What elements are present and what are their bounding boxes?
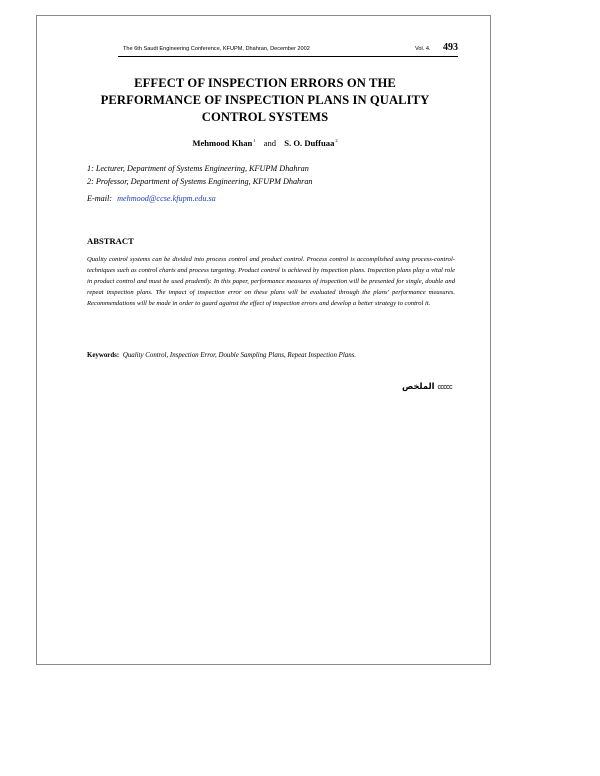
author-1-name: Mehmood Khan (192, 138, 253, 148)
author-1-affiliation-mark: 1 (253, 138, 256, 143)
author-conjunction: and (263, 138, 277, 148)
arabic-abstract-mark: ccccc (437, 384, 452, 391)
keywords-line (87, 352, 467, 359)
header-rule (118, 56, 458, 57)
arabic-abstract-heading (360, 381, 452, 391)
volume-label: Vol. 4. (415, 46, 431, 52)
abstract-body: Quality control systems can be divided into process control and product control. Process control is accomplished using process-control-techniques such as control charts and process targeting. Product control is achieved by inspection plans. Inspection plans play a vital role in product control and must be used prudently. In this paper, performance measures of inspection will be presented for single, double and repeat inspection plans. The impact of inspection error on these plans will be evaluated through the plans' performance measures. Recommendations will be made in order to guard against the effect of inspection errors and develop a better strategy to control it. (87, 256, 455, 308)
email-line (87, 194, 216, 203)
conference-name: The 6th Saudi Engineering Conference, KFUPM, Dhahran, December 2002 (123, 46, 310, 52)
author-line (60, 138, 470, 148)
email-link[interactable]: mehmood@ccse.kfupm.edu.sa (117, 194, 216, 203)
title-line-1: EFFECT OF INSPECTION ERRORS ON THE (134, 76, 396, 90)
arabic-abstract-title: الملخص (401, 381, 435, 391)
author-2-name: S. O. Duffuaa (284, 138, 335, 148)
keywords-list: Quality Control, Inspection Error, Double Sampling Plans, Repeat Inspection Plans. (122, 352, 357, 359)
keywords-label: Keywords: (87, 352, 120, 359)
page-number: 493 (443, 42, 458, 53)
author-2-affiliation-mark: 2 (335, 138, 338, 143)
paper-title (60, 75, 470, 126)
affiliation-1: 1: Lecturer, Department of Systems Engineering, KFUPM Dhahran (87, 164, 309, 173)
title-line-2: PERFORMANCE OF INSPECTION PLANS IN QUALITY (100, 93, 430, 107)
email-label: E-mail: (87, 194, 113, 203)
running-header (123, 43, 458, 57)
title-line-3: CONTROL SYSTEMS (201, 110, 329, 124)
affiliation-2: 2: Professor, Department of Systems Engineering, KFUPM Dhahran (87, 177, 313, 186)
abstract-heading: ABSTRACT (87, 236, 134, 246)
